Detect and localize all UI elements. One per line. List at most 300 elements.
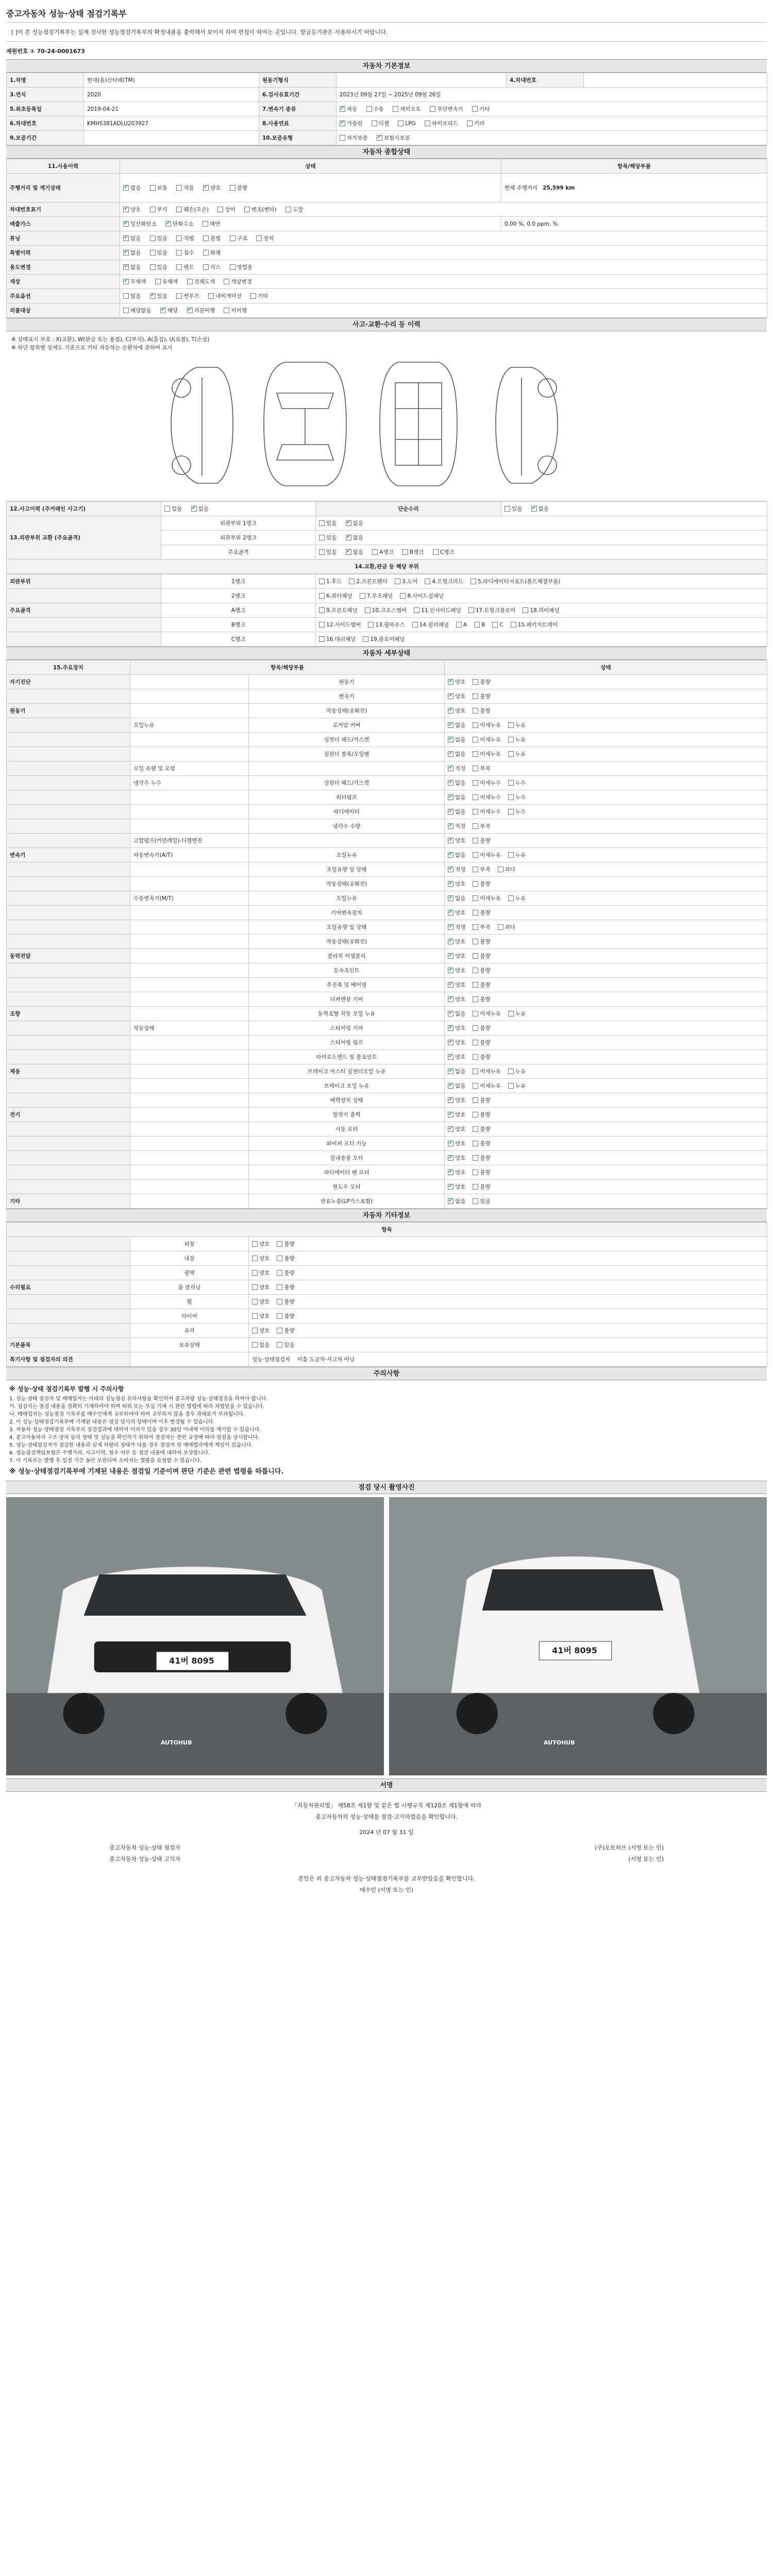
checkbox[interactable] (470, 579, 476, 584)
checkbox[interactable] (473, 895, 478, 901)
checkbox-frame-c[interactable] (433, 549, 439, 555)
condition-options: ✔ 양호 불량 (445, 1108, 767, 1122)
checkbox[interactable] (473, 968, 478, 973)
sub-group: 수동변속기(M/T) (130, 891, 249, 906)
checkbox-fire[interactable] (203, 250, 209, 256)
part-name: 추진축 및 베어링 (249, 978, 445, 992)
emission-options: ✔ 일산화탄소 ✔ 탄화수소 매연 (120, 217, 501, 231)
checkbox-recall-done[interactable] (187, 308, 193, 313)
checkbox[interactable] (473, 953, 478, 959)
checkbox-recall-not[interactable] (224, 308, 229, 313)
checkbox[interactable] (508, 895, 514, 901)
legend-note: ※ 하단 항목별 상세도 기준으로 기타 자동차는 순환차에 준하여 표시 (11, 345, 173, 351)
condition-options: ✔ 양호 불량 (445, 689, 767, 704)
checkbox[interactable] (473, 1198, 478, 1204)
checkbox[interactable] (456, 622, 462, 628)
checkbox[interactable] (473, 1011, 478, 1016)
rank2-options: 있음 ✔ 없음 (316, 531, 767, 545)
checkbox[interactable] (508, 794, 514, 800)
other-group (7, 1237, 130, 1251)
other-options: 양호 불량 (249, 1280, 767, 1295)
checkbox[interactable] (508, 737, 514, 742)
checkbox-gasoline[interactable] (340, 121, 345, 126)
checkbox[interactable] (252, 1328, 258, 1333)
sign-receipt: 본인은 위 중고자동차 성능·상태점검기록부를 교부받았음을 확인합니다. (298, 1875, 475, 1882)
sub-group (130, 1064, 249, 1079)
checkbox[interactable] (277, 1241, 282, 1247)
checkbox-tuning-legal[interactable] (176, 235, 182, 241)
sub-group (130, 1108, 249, 1122)
checkbox-many[interactable] (123, 185, 129, 191)
condition-options: ✔ 없음 미세누유 누유 (445, 747, 767, 761)
year-value: 2020 (84, 88, 259, 102)
checkbox[interactable] (448, 737, 453, 742)
part-name: 오일유량 및 상태 (249, 862, 445, 877)
checkbox-rank1-no[interactable] (346, 520, 351, 526)
checkbox[interactable] (277, 1256, 282, 1261)
checkbox[interactable] (448, 867, 453, 872)
checkbox-smoke[interactable] (203, 221, 208, 227)
checkbox[interactable] (448, 1054, 453, 1060)
repair-label: 단순수리 (316, 502, 501, 516)
checkbox[interactable] (448, 1011, 453, 1016)
transmission-options: ✔ 자동 수동 세미오토 무단변속기 기타 (337, 102, 767, 116)
checkbox-vin-good[interactable] (123, 207, 129, 212)
rank2-label: 외판부위 2랭크 (161, 531, 316, 545)
checkbox[interactable] (319, 579, 325, 584)
checkbox[interactable] (448, 1155, 453, 1161)
checkbox[interactable] (473, 1141, 478, 1146)
checkbox-special-none[interactable] (123, 250, 129, 256)
sub-group (130, 949, 249, 963)
note-line: 4. 중고자동차의 구조·장치 등의 상태 및 성능을 확인하기 위하여 점검자는 관련 규정에 따라 점검을 실시합니다. (9, 1435, 260, 1440)
checkbox[interactable] (412, 622, 418, 628)
checkbox[interactable] (448, 852, 453, 858)
checkbox-normal[interactable] (150, 185, 156, 191)
legend-symbols: ※ 상태표시 부호 : X(교환), W(판금 또는 용접), C(부식), A(흠집), U(요철), T(손상) (11, 336, 210, 343)
part-name: 기어변속장치 (249, 906, 445, 920)
other-options: 양호 불량 (249, 1251, 767, 1266)
checkbox[interactable] (508, 1011, 514, 1016)
device-group (7, 1079, 130, 1093)
condition-options: ✔ 양호 불량 (445, 1050, 767, 1064)
checkbox-manual[interactable] (366, 106, 372, 112)
other-options: 양호 불량 (249, 1309, 767, 1324)
checkbox[interactable] (448, 751, 453, 757)
checkbox[interactable] (448, 881, 453, 887)
other-info-table (6, 1222, 767, 1367)
device-group (7, 1021, 130, 1036)
checkbox[interactable] (448, 1069, 453, 1074)
checkbox-use-yes[interactable] (150, 264, 156, 270)
condition-options: ✔ 양호 불량 (445, 834, 767, 848)
checkbox-self-warranty[interactable] (340, 135, 345, 141)
vin2-value: KMHS381ADLU203927 (84, 116, 259, 131)
checkbox[interactable] (277, 1313, 282, 1319)
checkbox[interactable] (448, 1170, 453, 1175)
table-row (7, 935, 767, 949)
checkbox[interactable] (448, 1126, 453, 1132)
checkbox-accident-no[interactable] (191, 506, 197, 512)
checkbox[interactable] (448, 924, 453, 930)
checkbox[interactable] (448, 953, 453, 959)
opinion-label: 특기사항 및 점검자의 의견 (7, 1352, 130, 1367)
checkbox-major-etc[interactable] (250, 293, 256, 299)
condition-options: ✔ 양호 불량 (445, 992, 767, 1007)
section-basic-info: 자동차 기본정보 (6, 59, 767, 73)
condition-options: ✔ 적정 부족 (445, 819, 767, 834)
sub-group (130, 1165, 249, 1180)
checkbox[interactable] (473, 867, 478, 872)
part-name: 타이로드엔드 및 볼조인트 (249, 1050, 445, 1064)
checkbox[interactable] (498, 924, 503, 930)
table-row (7, 1280, 767, 1295)
checkbox-vin-damage[interactable] (176, 207, 182, 212)
checkbox-rent[interactable] (176, 264, 182, 270)
col-condition: 상태 (445, 660, 767, 675)
checkbox-bad[interactable] (230, 185, 236, 191)
part-rank: 2랭크 (161, 589, 316, 603)
checkbox[interactable] (395, 579, 400, 584)
device-group (7, 1137, 130, 1151)
checkbox-frame-yes[interactable] (319, 549, 325, 555)
legend (6, 331, 767, 356)
checkbox-repair-yes[interactable] (505, 506, 510, 512)
section-other-info: 자동차 기타정보 (6, 1209, 767, 1222)
table-row (7, 603, 767, 618)
checkbox[interactable] (363, 636, 368, 642)
note-line: 나. 매매업자는 성능점검 기록부를 매수인에게 교부하여야 하며 교부하지 않을 경우 과태료가 부과됩니다. (9, 1412, 245, 1417)
checkbox[interactable] (474, 622, 480, 628)
checkbox[interactable] (448, 968, 453, 973)
part-options: 16.대쉬패널 19.플로어패널 (316, 632, 767, 647)
photo-area (6, 1494, 767, 1778)
table-row (7, 675, 767, 689)
signer2: 중고자동차 성능·상태 고지자 (서명 또는 인) (109, 1856, 664, 1862)
checkbox[interactable] (319, 607, 325, 613)
device-group (7, 819, 130, 834)
checkbox[interactable] (473, 766, 478, 771)
checkbox[interactable] (473, 1184, 478, 1190)
part-rank: 1랭크 (161, 574, 316, 589)
checkbox-cvt[interactable] (430, 106, 435, 112)
checkbox-business[interactable] (230, 264, 236, 270)
checkbox[interactable] (473, 794, 478, 800)
checkbox[interactable] (473, 838, 478, 843)
device-group (7, 1036, 130, 1050)
device-group (7, 1122, 130, 1137)
use-change-label: 용도변경 (7, 260, 120, 275)
checkbox[interactable] (277, 1299, 282, 1304)
table-row (7, 761, 767, 776)
checkbox[interactable] (448, 809, 453, 815)
checkbox[interactable] (473, 1025, 478, 1031)
checkbox-few[interactable] (176, 185, 182, 191)
checkbox[interactable] (473, 939, 478, 944)
condition-options: ✔ 양호 불량 (445, 935, 767, 949)
checkbox[interactable] (319, 636, 325, 642)
checkbox[interactable] (473, 679, 478, 685)
checkbox[interactable] (252, 1241, 258, 1247)
part-name: 변속기 (249, 689, 445, 704)
checkbox-achromatic[interactable] (123, 279, 129, 284)
checkbox[interactable] (508, 722, 514, 728)
checkbox-rank1-yes[interactable] (319, 520, 325, 526)
note-line: 2. 이 성능·상태점검기록부에 기재된 내용은 점검 당시의 상태이며 이후 변경될 수 있습니다. (9, 1419, 215, 1425)
checkbox[interactable] (473, 809, 478, 815)
checkbox-flood[interactable] (176, 250, 182, 256)
device-group: 자기진단 (7, 675, 130, 689)
checkbox[interactable] (277, 1342, 282, 1348)
checkbox[interactable] (368, 622, 374, 628)
checkbox-diesel[interactable] (372, 121, 377, 126)
table-row (7, 1021, 767, 1036)
rear-plate: 41버 8095 (552, 1646, 597, 1655)
rear-photo (389, 1497, 767, 1775)
other-group (7, 1266, 130, 1280)
checkbox[interactable] (508, 1069, 514, 1074)
checkbox-auto[interactable] (340, 106, 345, 112)
checkbox-special-yes[interactable] (150, 250, 156, 256)
device-group (7, 733, 130, 747)
checkbox[interactable] (448, 1112, 453, 1117)
part-name: 워터펌프 (249, 790, 445, 805)
checkbox[interactable] (473, 1069, 478, 1074)
checkbox[interactable] (448, 794, 453, 800)
checkbox[interactable] (448, 982, 453, 988)
checkbox[interactable] (425, 579, 430, 584)
checkbox[interactable] (473, 751, 478, 757)
checkbox[interactable] (252, 1313, 258, 1319)
checkbox[interactable] (252, 1299, 258, 1304)
checkbox-lease[interactable] (203, 264, 209, 270)
checkbox[interactable] (473, 1112, 478, 1117)
checkbox[interactable] (508, 852, 514, 858)
other-group (7, 1295, 130, 1309)
checkbox[interactable] (448, 1025, 453, 1031)
checkbox-vin-diff[interactable] (217, 207, 223, 212)
checkbox[interactable] (448, 1040, 453, 1045)
checkbox[interactable] (508, 780, 514, 786)
checkbox-tuning-device[interactable] (256, 235, 262, 241)
table-row (7, 963, 767, 978)
checkbox-hc[interactable] (165, 221, 171, 227)
condition-options: ✔ 양호 불량 (445, 1180, 767, 1194)
checkbox-tuning-struct[interactable] (230, 235, 236, 241)
checkbox-tuning-yes[interactable] (150, 235, 156, 241)
rank1-label: 외판부위 1랭크 (161, 516, 316, 531)
mileage-label: 주행거리 및 계기상태 (7, 174, 120, 202)
checkbox[interactable] (473, 1040, 478, 1045)
checkbox-recall-na[interactable] (123, 308, 129, 313)
condition-options: ✔ 양호 불량 (445, 1122, 767, 1137)
checkbox-vin-rust[interactable] (150, 207, 156, 212)
part-name: 브레이크 오일 누유 (249, 1079, 445, 1093)
checkbox[interactable] (448, 1097, 453, 1103)
checkbox-insurer-warranty[interactable] (377, 135, 382, 141)
checkbox[interactable] (473, 1097, 478, 1103)
other-group (7, 1309, 130, 1324)
checkbox-tuning-illegal[interactable] (203, 235, 209, 241)
note-line: 3. 자동차 성능·상태점검 기록부의 점검결과에 대하여 이의가 있을 경우 30일 이내에 이의를 제기할 수 있습니다. (9, 1427, 261, 1433)
checkbox[interactable] (473, 996, 478, 1002)
checkbox[interactable] (252, 1284, 258, 1290)
checkbox[interactable] (498, 867, 503, 872)
checkbox-recall-yes[interactable] (160, 308, 166, 313)
part-name: 작동상태(공회전) (249, 935, 445, 949)
checkbox-navi[interactable] (208, 293, 214, 299)
checkbox[interactable] (252, 1256, 258, 1261)
checkbox[interactable] (448, 823, 453, 829)
warranty-label: 9.보증기간 (7, 131, 84, 145)
table-row (7, 1064, 767, 1079)
checkbox-vin-altered[interactable] (244, 207, 250, 212)
checkbox[interactable] (448, 780, 453, 786)
checkbox[interactable] (473, 910, 478, 916)
checkbox-chromatic[interactable] (155, 279, 161, 284)
condition-options: ✔ 없음 미세누유 누유 (445, 718, 767, 733)
sub-group (130, 1122, 249, 1137)
mileage-options: ✔ 많음 보통 적음 ✔ 양호 불량 (120, 174, 501, 202)
checkbox-semi[interactable] (393, 106, 398, 112)
checkbox[interactable] (349, 579, 355, 584)
checkbox[interactable] (448, 895, 453, 901)
table-row (7, 920, 767, 935)
checkbox[interactable] (473, 1083, 478, 1089)
checkbox[interactable] (277, 1270, 282, 1276)
checkbox[interactable] (473, 1155, 478, 1161)
frame-label: 주요골격 (161, 545, 316, 560)
checkbox[interactable] (511, 622, 516, 628)
checkbox[interactable] (414, 607, 419, 613)
checkbox[interactable] (473, 852, 478, 858)
checkbox[interactable] (252, 1342, 258, 1348)
checkbox[interactable] (448, 1141, 453, 1146)
checkbox[interactable] (277, 1328, 282, 1333)
other-item: 광택 (130, 1266, 249, 1280)
checkbox[interactable] (448, 766, 453, 771)
sub-group (130, 906, 249, 920)
checkbox[interactable] (319, 622, 325, 628)
checkbox[interactable] (473, 693, 478, 699)
checkbox[interactable] (448, 996, 453, 1002)
warranty-options: 자가보증 ✔ 보험사보증 (337, 131, 767, 145)
checkbox-etc[interactable] (472, 106, 478, 112)
checkbox-tuning-none[interactable] (123, 235, 129, 241)
checkbox-sunroof[interactable] (176, 293, 182, 299)
checkbox[interactable] (448, 1083, 453, 1089)
checkbox[interactable] (473, 924, 478, 930)
checkbox-fuel-etc[interactable] (467, 121, 473, 126)
checkbox[interactable] (448, 693, 453, 699)
table-row (7, 718, 767, 733)
car-top-icon (264, 362, 346, 486)
detail-head: 14.교환,판금 등 해당 부위 (7, 560, 767, 574)
car-diagram (156, 357, 619, 496)
part-name: 실린더 블록/오일팬 (249, 747, 445, 761)
section-sign: 서명 (6, 1778, 767, 1792)
sub-group (130, 1151, 249, 1165)
checkbox-major-none[interactable] (123, 293, 129, 299)
checkbox-frame-no[interactable] (346, 549, 351, 555)
checkbox[interactable] (473, 737, 478, 742)
checkbox-co[interactable] (123, 221, 129, 227)
checkbox[interactable] (473, 1054, 478, 1060)
sub-group (130, 805, 249, 819)
checkbox[interactable] (508, 751, 514, 757)
checkbox[interactable] (473, 823, 478, 829)
checkbox[interactable] (319, 593, 325, 599)
serial-number (0, 42, 773, 59)
checkbox[interactable] (473, 982, 478, 988)
period-label: 6.검사유효기간 (259, 88, 337, 102)
device-group (7, 1151, 130, 1165)
checkbox[interactable] (468, 607, 474, 613)
checkbox[interactable] (360, 593, 365, 599)
checkbox-frame-a[interactable] (372, 549, 378, 555)
checkbox[interactable] (448, 679, 453, 685)
checkbox[interactable] (508, 809, 514, 815)
checkbox[interactable] (473, 881, 478, 887)
accident-options: 있음 ✔ 없음 (161, 502, 316, 516)
checkbox-rank2-no[interactable] (346, 535, 351, 540)
checkbox-color-change[interactable] (224, 279, 229, 284)
sub-group (130, 1036, 249, 1050)
table-row (7, 790, 767, 805)
checkbox[interactable] (508, 1083, 514, 1089)
mileage-value: 현재 주행거리 25,599 km (501, 174, 767, 202)
checkbox[interactable] (252, 1270, 258, 1276)
year-label: 3.연식 (7, 88, 84, 102)
checkbox-hybrid[interactable] (425, 121, 430, 126)
checkbox[interactable] (448, 910, 453, 916)
table-row (7, 1151, 767, 1165)
checkbox[interactable] (277, 1284, 282, 1290)
checkbox[interactable] (473, 708, 478, 714)
checkbox[interactable] (365, 607, 371, 613)
checkbox-accident-yes[interactable] (164, 506, 170, 512)
checkbox[interactable] (492, 622, 498, 628)
sub-group (130, 1137, 249, 1151)
checkbox-full-paint[interactable] (187, 279, 193, 284)
checkbox-vin-paint[interactable] (285, 207, 291, 212)
checkbox[interactable] (448, 722, 453, 728)
sub-group (130, 704, 249, 718)
device-group (7, 776, 130, 790)
checkbox[interactable] (448, 1184, 453, 1190)
checkbox[interactable] (473, 780, 478, 786)
checkbox-major-yes[interactable] (150, 293, 156, 299)
checkbox[interactable] (448, 939, 453, 944)
part-name: 원동기 (249, 675, 445, 689)
checkbox-rank2-yes[interactable] (319, 535, 325, 540)
checkbox-repair-no[interactable] (531, 506, 537, 512)
checkbox-frame-b[interactable] (402, 549, 408, 555)
checkbox[interactable] (473, 722, 478, 728)
checkbox[interactable] (473, 1170, 478, 1175)
checkbox[interactable] (473, 1126, 478, 1132)
checkbox[interactable] (523, 607, 528, 613)
checkbox[interactable] (400, 593, 406, 599)
checkbox-use-none[interactable] (123, 264, 129, 270)
checkbox-good[interactable] (203, 185, 209, 191)
part-name: 실린더 헤드/가스켓 (249, 733, 445, 747)
checkbox[interactable] (448, 838, 453, 843)
checkbox[interactable] (448, 1198, 453, 1204)
checkbox-lpg[interactable] (398, 121, 404, 126)
checkbox[interactable] (448, 708, 453, 714)
car-name-value: 현대(올)산타페(TM) (84, 73, 259, 88)
